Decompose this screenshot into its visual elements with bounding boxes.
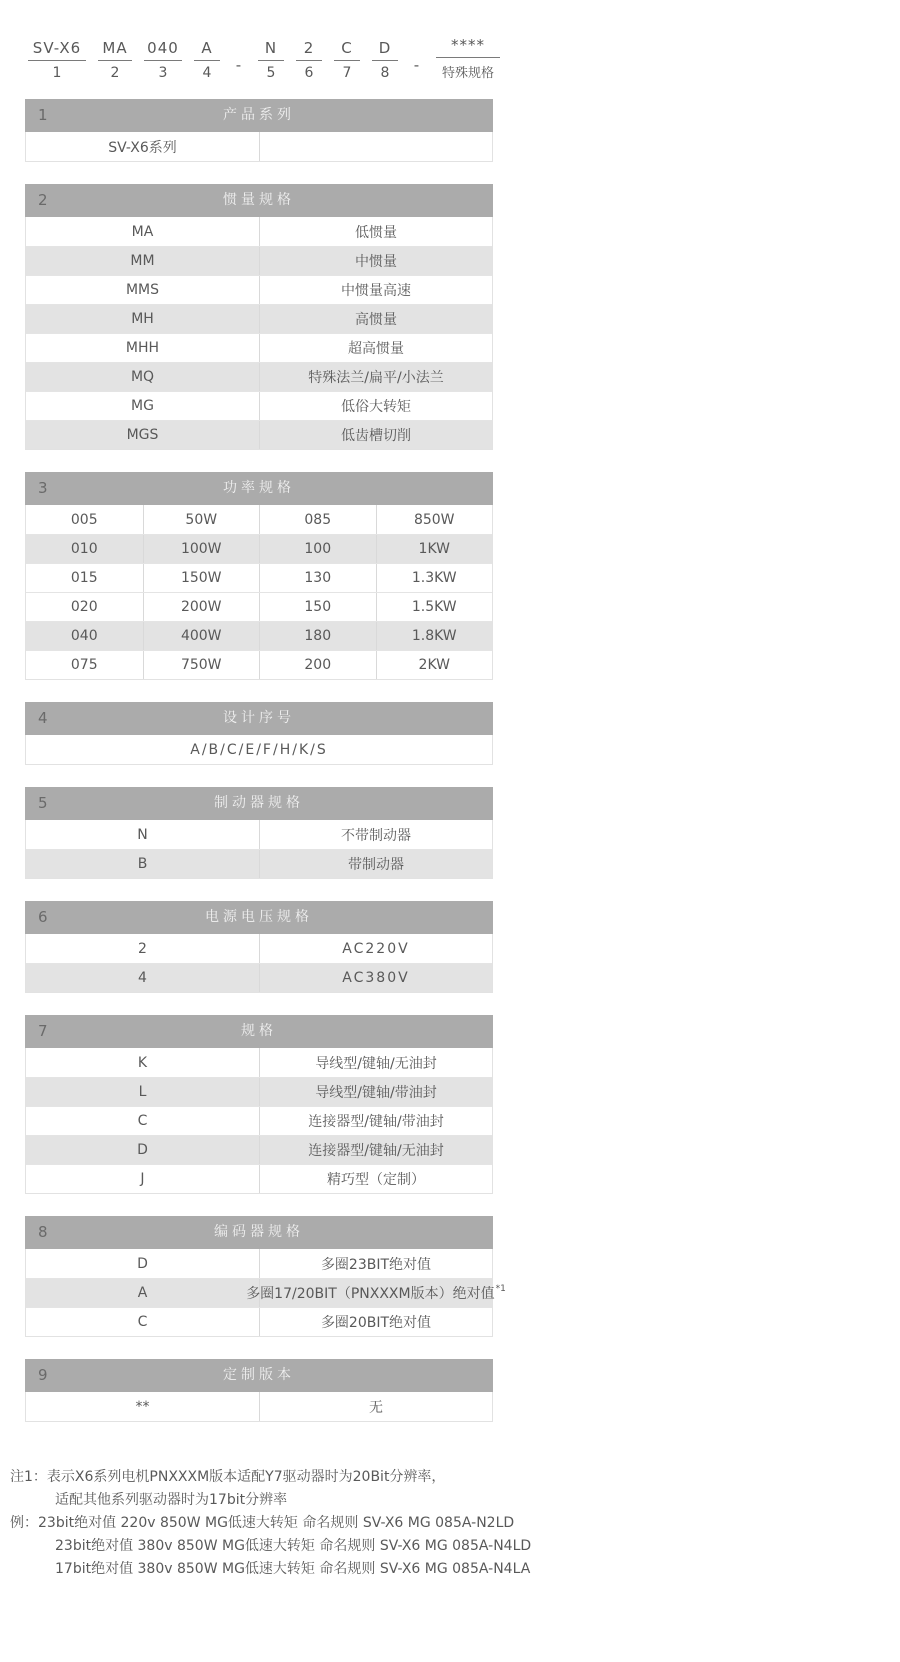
table-cell <box>26 1107 259 1135</box>
note-line: 17bit绝对值 380v 850W MG低速大转矩 命名规则 SV-X6 MG 085A-N4LA <box>55 1561 531 1577</box>
table-cell-text: 低惯量 <box>355 224 397 241</box>
table-header <box>25 901 493 934</box>
table-cell <box>259 363 492 391</box>
table-cell-text: 不带制动器 <box>341 827 411 844</box>
code-position-number: 特殊规格 <box>441 66 494 81</box>
code-position-number: 5 <box>266 65 276 81</box>
table-cell-text: 中惯量高速 <box>341 283 411 299</box>
table-row <box>26 735 492 764</box>
table-cell-text: MHH <box>125 340 160 356</box>
table-cell-text: 180 <box>304 628 332 644</box>
table-body <box>25 735 493 765</box>
spec-table-2 <box>25 184 493 450</box>
table-cell <box>26 132 259 161</box>
spec-table-5 <box>25 787 493 879</box>
table-row <box>26 650 492 679</box>
table-cell-text: 100 <box>304 541 332 557</box>
code-position-number: 3 <box>158 65 168 81</box>
table-row <box>26 333 492 362</box>
table-number: 1 <box>38 106 48 124</box>
table-cell <box>26 363 259 391</box>
table-body <box>25 217 493 450</box>
table-cell-text: AC220V <box>342 940 410 957</box>
table-cell <box>26 1249 259 1278</box>
code-text: A <box>194 39 220 61</box>
table-cell <box>26 593 143 621</box>
table-header <box>25 702 493 735</box>
table-cell-text: MMS <box>125 282 160 298</box>
spec-table-8 <box>25 1216 506 1337</box>
code-position-number: 6 <box>304 65 314 81</box>
code-text: **** <box>436 36 500 58</box>
table-cell-text: 075 <box>70 657 98 673</box>
model-code-segments <box>28 36 900 81</box>
table-cell <box>259 564 376 592</box>
table-cell-text: 50W <box>185 511 218 528</box>
table-cell <box>26 622 143 650</box>
table-number: 8 <box>38 1223 48 1241</box>
table-cell <box>26 735 492 764</box>
table-cell-text: 150W <box>180 570 222 586</box>
table-cell <box>26 276 259 304</box>
table-cell <box>26 334 259 362</box>
table-header <box>25 1216 493 1249</box>
table-cell-text: 多圈20BIT绝对值 <box>320 1315 432 1331</box>
table-cell-text: 1.3KW <box>411 570 457 586</box>
table-number: 7 <box>38 1022 48 1040</box>
table-cell <box>376 622 493 650</box>
table-cell-text: L <box>138 1084 147 1100</box>
table-cell <box>259 850 492 878</box>
table-cell <box>26 1078 259 1106</box>
table-cell-text: 400W <box>180 628 222 644</box>
code-segment <box>372 39 398 81</box>
note-line: 23bit绝对值 380v 850W MG低速大转矩 命名规则 SV-X6 MG 085A-N4LD <box>55 1538 532 1554</box>
table-row <box>26 217 492 246</box>
table-cell-text: A <box>137 1285 148 1301</box>
table-header <box>25 472 493 505</box>
table-title: 制动器规格 <box>214 795 304 811</box>
table-cell-text: 750W <box>180 657 222 673</box>
table-title: 惯量规格 <box>223 192 295 208</box>
table-title: 编码器规格 <box>214 1224 304 1240</box>
table-cell <box>143 651 260 679</box>
table-cell <box>259 334 492 362</box>
code-text: D <box>372 39 398 61</box>
code-position-number: 1 <box>52 65 62 81</box>
table-cell <box>259 276 492 304</box>
table-cell-text: 150 <box>304 599 332 615</box>
table-cell-text: 带制动器 <box>348 857 404 873</box>
table-cell-text: 多圈23BIT绝对值 <box>320 1256 432 1273</box>
table-title: 设计序号 <box>223 710 295 726</box>
table-cell <box>259 593 376 621</box>
table-header <box>25 1359 493 1392</box>
table-row <box>26 934 492 963</box>
table-cell-text: 130 <box>304 570 332 586</box>
table-row <box>26 132 492 161</box>
table-row <box>26 1307 492 1336</box>
table-cell-text: SV-X6系列 <box>108 139 177 156</box>
table-cell <box>26 1136 259 1164</box>
spec-table-4 <box>25 702 493 765</box>
table-cell <box>143 505 260 534</box>
table-cell <box>259 1308 492 1336</box>
table-cell-text: ** <box>135 1398 150 1415</box>
code-position-number: 2 <box>110 65 120 81</box>
table-cell <box>259 820 492 849</box>
table-cell <box>26 964 259 992</box>
code-position-number: 8 <box>380 65 390 81</box>
table-row <box>26 963 492 992</box>
table-cell <box>26 1165 259 1193</box>
table-cell-text: B <box>137 856 148 872</box>
table-cell <box>259 421 492 449</box>
code-segment <box>144 39 182 81</box>
table-cell-text: N <box>137 826 148 843</box>
spec-table-9 <box>25 1359 493 1422</box>
table-cell-text: 1.8KW <box>411 628 457 644</box>
table-cell-text: 特殊法兰/扁平/小法兰 <box>308 370 444 386</box>
table-row <box>26 1077 492 1106</box>
table-cell <box>259 1107 492 1135</box>
table-cell <box>376 505 493 534</box>
table-cell-text: 085 <box>304 511 332 528</box>
table-cell-text: AC380V <box>342 970 410 986</box>
table-cell-text: 2 <box>138 940 147 957</box>
table-row <box>26 362 492 391</box>
code-segment <box>436 36 500 81</box>
table-cell-text: 高惯量 <box>355 312 397 328</box>
table-body <box>25 132 493 162</box>
table-body <box>25 820 493 879</box>
table-cell-text: MQ <box>130 369 155 385</box>
table-title: 电源电压规格 <box>205 909 313 925</box>
table-row <box>26 420 492 449</box>
notes <box>10 1466 900 1581</box>
table-row <box>26 820 492 849</box>
table-row <box>26 1249 492 1278</box>
code-position-number: 4 <box>202 65 212 81</box>
table-cell-text: 850W <box>413 511 455 528</box>
table-cell-text: J <box>140 1171 145 1187</box>
table-body <box>25 1249 506 1337</box>
model-code-block <box>28 36 900 81</box>
table-cell-text: 2KW <box>418 657 450 673</box>
table-cell <box>143 535 260 563</box>
code-text: N <box>258 39 284 61</box>
table-cell <box>259 1392 492 1421</box>
table-cell <box>259 505 376 534</box>
table-cell <box>259 305 492 333</box>
table-cell <box>259 964 492 992</box>
code-segment <box>194 39 220 81</box>
table-cell <box>26 217 259 246</box>
table-cell <box>26 1308 259 1336</box>
code-segment <box>296 39 322 81</box>
table-row <box>26 1278 506 1307</box>
table-row <box>26 1106 492 1135</box>
table-cell-text: 超高惯量 <box>348 341 404 357</box>
table-header <box>25 99 493 132</box>
table-cell-text: 005 <box>70 511 98 528</box>
table-cell <box>259 1165 492 1193</box>
table-header <box>25 787 493 820</box>
code-separator <box>410 56 424 81</box>
table-cell <box>143 564 260 592</box>
spec-tables <box>25 99 506 1422</box>
note-line: 适配其他系列驱动器时为17bit分辨率 <box>55 1492 288 1508</box>
table-body <box>25 1392 493 1422</box>
table-cell-text: A/B/C/E/F/H/K/S <box>190 741 328 758</box>
table-row <box>26 592 492 621</box>
table-cell-text: 连接器型/键轴/带油封 <box>308 1114 444 1130</box>
table-cell-text: 1.5KW <box>411 599 457 615</box>
table-row <box>26 1164 492 1193</box>
table-cell-text: 015 <box>70 570 98 586</box>
table-row <box>26 563 492 592</box>
table-cell-text: 200 <box>304 657 332 673</box>
table-row <box>26 621 492 650</box>
table-cell <box>26 850 259 878</box>
spec-table-6 <box>25 901 493 993</box>
table-cell <box>259 622 376 650</box>
table-cell <box>259 535 376 563</box>
table-cell <box>376 593 493 621</box>
table-cell-text: 连接器型/键轴/无油封 <box>308 1143 444 1159</box>
table-cell-text: 100W <box>180 541 222 557</box>
table-cell <box>26 651 143 679</box>
table-cell-text: 导线型/键轴/带油封 <box>315 1085 437 1101</box>
table-header <box>25 184 493 217</box>
table-cell <box>26 305 259 333</box>
table-row <box>26 1135 492 1164</box>
spec-table-3 <box>25 472 493 680</box>
table-cell-text: 040 <box>70 628 98 644</box>
table-cell <box>26 1392 259 1421</box>
code-position-number: 7 <box>342 65 352 81</box>
table-body <box>25 934 493 993</box>
table-row <box>26 505 492 534</box>
table-row <box>26 275 492 304</box>
table-row <box>26 1392 492 1421</box>
table-cell <box>259 651 376 679</box>
spec-table-1 <box>25 99 493 162</box>
code-text: 2 <box>296 39 322 61</box>
table-cell-text: 多圈17/20BIT（PNXXXM版本）绝对值 <box>246 1286 495 1302</box>
table-cell <box>259 1249 492 1278</box>
code-segment <box>334 39 360 81</box>
table-cell <box>26 392 259 420</box>
note-line: 例：23bit绝对值 220v 850W MG低速大转矩 命名规则 SV-X6 MG 085A-N2LD <box>10 1515 515 1531</box>
table-cell-text: C <box>137 1113 148 1129</box>
table-cell <box>26 564 143 592</box>
table-number: 4 <box>38 709 48 727</box>
code-text: MA <box>98 39 132 61</box>
table-cell <box>143 622 260 650</box>
table-cell-text: 1KW <box>418 541 450 557</box>
table-cell <box>26 247 259 275</box>
table-title: 产品系列 <box>223 107 295 123</box>
table-row <box>26 391 492 420</box>
table-cell-text: 4 <box>138 970 147 986</box>
table-cell-text: 精巧型（定制） <box>327 1172 425 1188</box>
table-cell <box>376 651 493 679</box>
table-cell <box>259 1048 492 1077</box>
table-cell <box>26 535 143 563</box>
table-number: 5 <box>38 794 48 812</box>
table-cell <box>26 820 259 849</box>
table-cell <box>259 217 492 246</box>
table-cell <box>26 505 143 534</box>
table-cell <box>259 392 492 420</box>
table-cell-text: MG <box>131 398 154 414</box>
table-title: 规格 <box>241 1023 277 1039</box>
table-cell <box>246 1279 506 1307</box>
table-cell <box>259 934 492 963</box>
table-cell <box>26 934 259 963</box>
table-number: 6 <box>38 908 48 926</box>
table-cell-text: D <box>137 1142 148 1158</box>
footnote-marker: *1 <box>495 1283 506 1294</box>
table-row <box>26 246 492 275</box>
table-title: 功率规格 <box>223 480 295 496</box>
table-cell-text: 低齿槽切削 <box>341 428 411 444</box>
table-row <box>26 1048 492 1077</box>
table-cell-text: 010 <box>70 541 98 557</box>
table-cell <box>26 421 259 449</box>
code-text: 040 <box>144 39 182 61</box>
table-body <box>25 505 493 680</box>
table-cell <box>26 1048 259 1077</box>
table-header <box>25 1015 493 1048</box>
table-cell-text: C <box>137 1314 148 1330</box>
table-cell-text: 低俗大转矩 <box>341 399 411 415</box>
table-number: 9 <box>38 1366 48 1384</box>
table-cell-text: 中惯量 <box>355 254 397 270</box>
code-text: - <box>235 56 243 74</box>
table-row <box>26 849 492 878</box>
table-cell-text: K <box>137 1054 148 1071</box>
spec-table-7 <box>25 1015 493 1194</box>
table-cell-text: 无 <box>369 1399 383 1416</box>
table-title: 定制版本 <box>223 1367 295 1383</box>
code-segment <box>258 39 284 81</box>
table-cell <box>376 564 493 592</box>
code-text: SV-X6 <box>28 39 86 61</box>
table-cell-text: 导线型/键轴/无油封 <box>315 1055 437 1072</box>
table-number: 3 <box>38 479 48 497</box>
table-cell-text: 200W <box>180 599 222 615</box>
note-line: 注1：表示X6系列电机PNXXXM版本适配Y7驱动器时为20Bit分辨率， <box>10 1469 446 1485</box>
code-text: C <box>334 39 360 61</box>
table-cell-text: D <box>137 1255 148 1272</box>
table-row <box>26 534 492 563</box>
table-cell <box>26 1279 259 1307</box>
table-cell <box>259 1136 492 1164</box>
code-text: - <box>413 56 421 74</box>
table-number: 2 <box>38 191 48 209</box>
table-cell-text: MM <box>130 253 155 269</box>
code-segment <box>98 39 132 81</box>
table-row <box>26 304 492 333</box>
table-cell <box>259 1078 492 1106</box>
code-segment <box>28 39 86 81</box>
table-cell <box>143 593 260 621</box>
code-separator <box>232 56 246 81</box>
table-cell-text: MA <box>131 223 154 240</box>
table-cell-text: 020 <box>70 599 98 615</box>
table-cell-text: MH <box>131 311 154 327</box>
table-cell <box>259 247 492 275</box>
table-body <box>25 1048 493 1194</box>
table-cell-text: MGS <box>126 427 159 443</box>
table-cell <box>259 132 492 161</box>
table-cell <box>376 535 493 563</box>
